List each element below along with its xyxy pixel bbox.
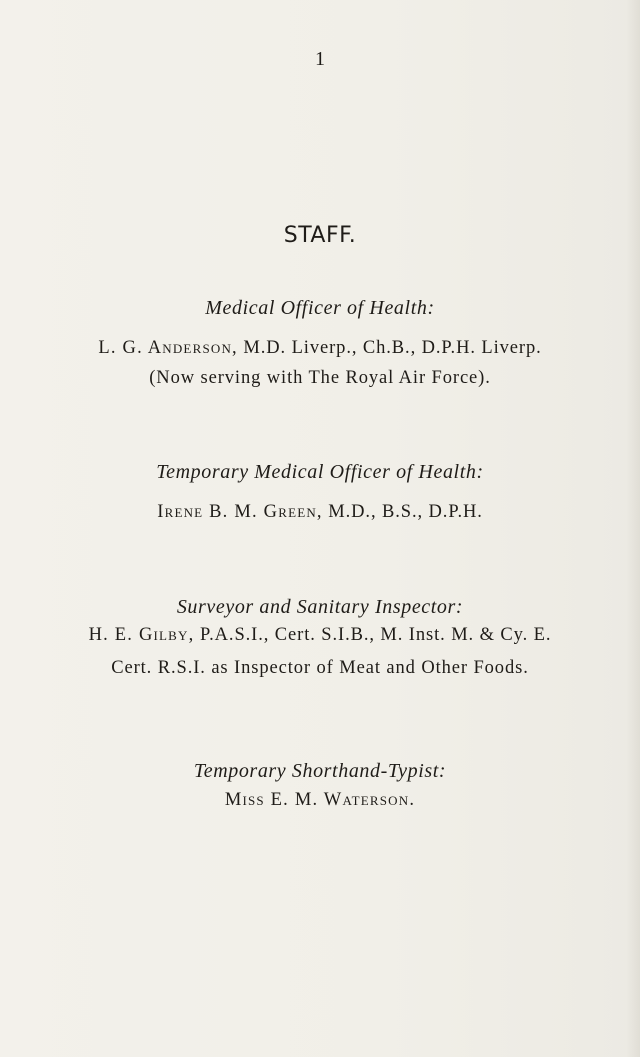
staff-name-green: Irene B. M. Green, <box>157 502 323 522</box>
staff-qualifications-anderson: M.D. Liverp., Ch.B., D.P.H. Liverp. <box>243 338 542 358</box>
page-number: 1 <box>315 48 325 70</box>
staff-line-anderson <box>0 338 640 359</box>
staff-name-waterson: Miss E. M. Waterson. <box>224 790 416 810</box>
role-surveyor-sanitary-inspector: Surveyor and Sanitary Inspector: <box>176 596 464 618</box>
staff-name-anderson: L. G. Anderson, <box>98 338 238 358</box>
role-temporary-medical-officer: Temporary Medical Officer of Health: <box>156 461 484 483</box>
role-temporary-shorthand-typist: Temporary Shorthand-Typist: <box>193 760 447 782</box>
staff-name-gilby: H. E. Gilby, <box>88 625 195 645</box>
role-medical-officer: Medical Officer of Health: <box>205 297 435 319</box>
staff-line-waterson <box>0 790 640 811</box>
staff-line-green <box>0 502 640 523</box>
staff-note-anderson: (Now serving with The Royal Air Force). <box>149 368 491 388</box>
staff-qualifications-gilby: P.A.S.I., Cert. S.I.B., M. Inst. M. & Cy. E. <box>200 625 552 645</box>
page-edge-shadow <box>626 0 640 1057</box>
staff-note-gilby: Cert. R.S.I. as Inspector of Meat and Other Foods. <box>111 658 529 678</box>
staff-line-gilby <box>0 625 640 646</box>
staff-qualifications-green: M.D., B.S., D.P.H. <box>328 502 483 522</box>
page-title: STAFF. <box>283 223 357 248</box>
